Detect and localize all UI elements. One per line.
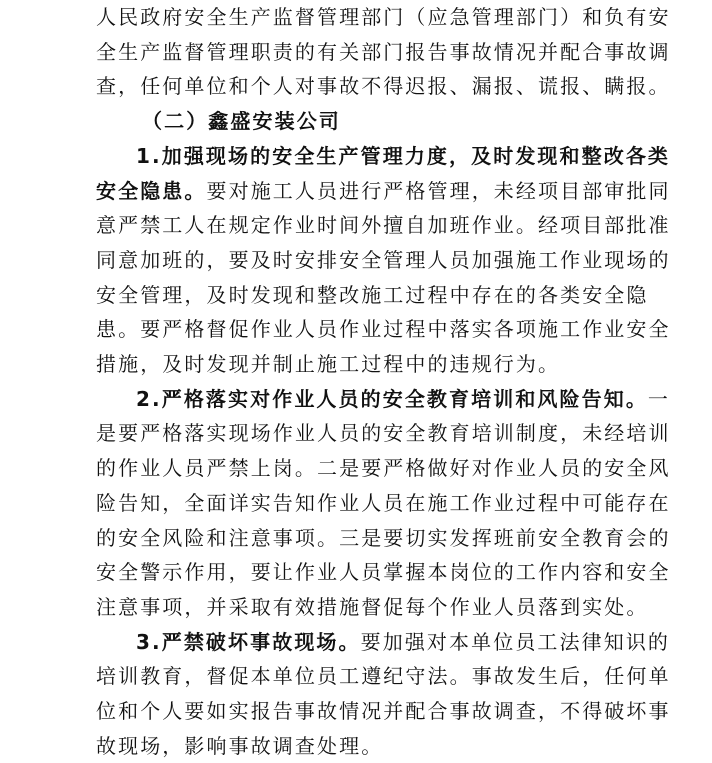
item-3-body: 要加强对本单位员工法律知识的培训教育，督促本单位员工遵纪守法。事故发生后，任何单位和个人要如实报告事故情况并配合事故调查，不得破坏事故现场，影响事故调查处理。 <box>96 629 671 758</box>
item-3-title: 3.严禁破坏事故现场。 <box>136 629 361 654</box>
paragraph-intro-text: 人民政府安全生产监督管理部门（应急管理部门）和负有安全生产监督管理职责的有关部门报告事故情况并配合事故调查，任何单位和个人对事故不得迟报、漏报、谎报、瞒报。 <box>96 5 671 99</box>
item-1-title: 1.加强现场的安全生产管理力度，及时发现和整改各类安全隐患。 <box>96 143 671 203</box>
item-1-body: 要对施工人员进行严格管理，未经项目部审批同意严禁工人在规定作业时间外擅自加班作业。经项目部批准同意加班的，要及时安排安全管理人员加强施工作业现场的安全管理，及时发现和整改施工过程中存在的各类安全隐患。要严格督促作业人员作业过程中落实各项施工作业安全措施，及时发现并制止施工过程中的违规行为。 <box>96 178 671 377</box>
section-heading-text: （二）鑫盛安装公司 <box>142 109 341 134</box>
paragraph-intro <box>96 0 674 104</box>
item-2-title: 2.严格落实对作业人员的安全教育培训和风险告知。 <box>136 386 648 411</box>
item-2 <box>96 382 674 625</box>
item-3 <box>96 625 674 763</box>
item-2-body: 一是要严格落实现场作业人员的安全教育培训制度，未经培训的作业人员严禁上岗。二是要严格做好对作业人员的安全风险告知，全面详实告知作业人员在施工作业过程中可能存在的安全风险和注意事项。三是要切实发挥班前安全教育会的安全警示作用，要让作业人员掌握本岗位的工作内容和安全注意事项，并采取有效措施督促每个作业人员落到实处。 <box>96 386 671 619</box>
section-heading <box>142 104 674 139</box>
item-1 <box>96 139 674 382</box>
document-body <box>96 0 674 763</box>
